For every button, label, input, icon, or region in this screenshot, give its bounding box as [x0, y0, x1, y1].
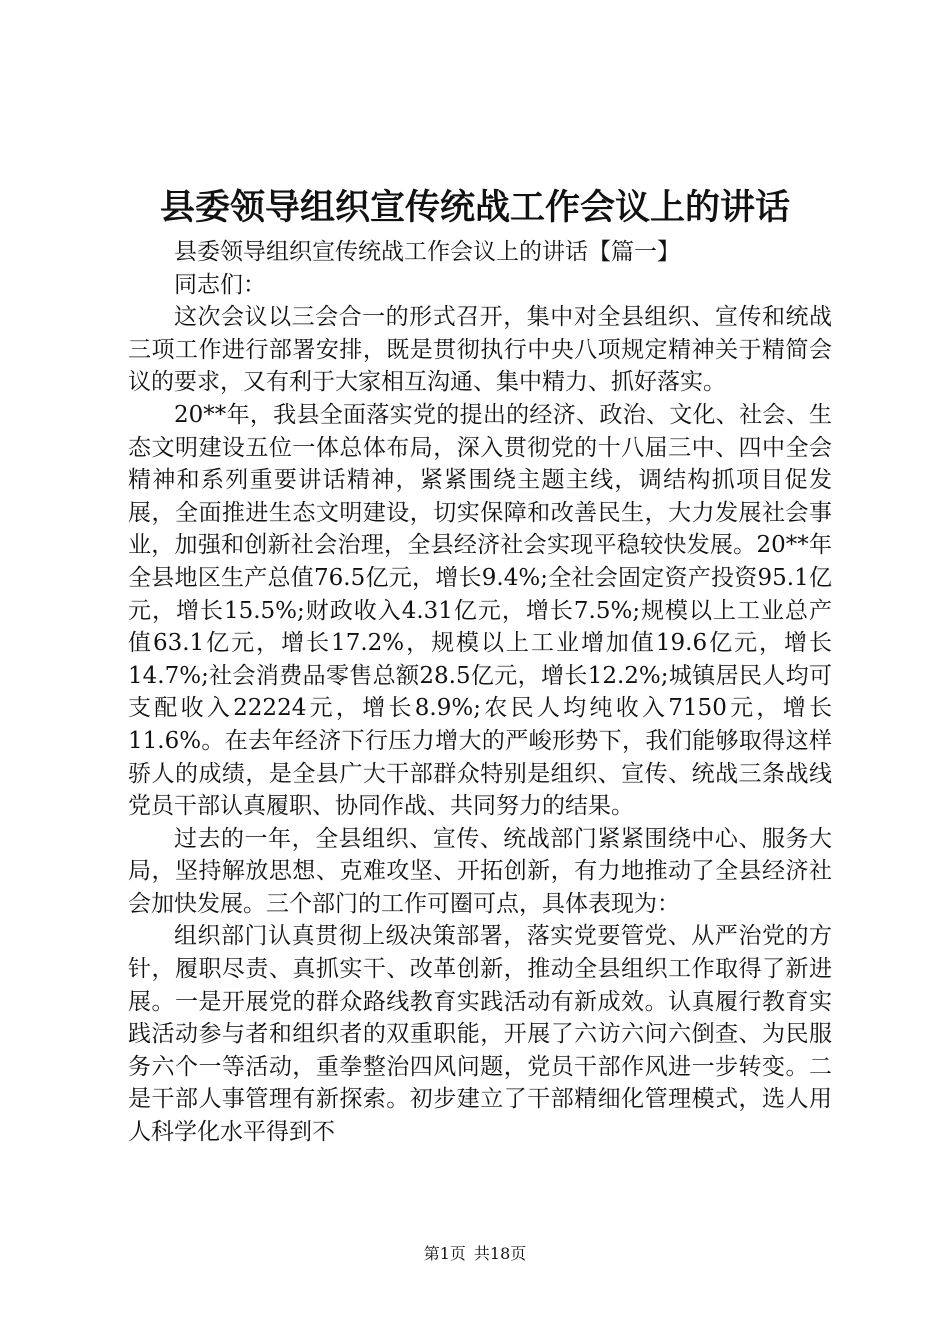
page-footer [0, 1243, 950, 1265]
page-number: 第1页 [423, 1244, 466, 1263]
document-title: 县委领导组织宣传统战工作会议上的讲话 [159, 187, 790, 228]
document-subtitle: 县委领导组织宣传统战工作会议上的讲话【篇一】 [174, 239, 680, 265]
page-total: 共18页 [473, 1244, 527, 1263]
greeting: 同志们： [174, 271, 266, 298]
document-body [128, 236, 832, 1149]
paragraph: 组织部门认真贯彻上级决策部署，落实党要管党、从严治党的方针，履职尽责、真抓实干、改革创新，推动全县组织工作取得了新进展。一是开展党的群众路线教育实践活动有新成效。认真履行教育实践活动参与者和组织者的双重职能，开展了六访六问六倒查、为民服务六个一等活动，重拳整治四风问题，党员干部作风进一步转变。二是干部人事管理有新探索。初步建立了干部精细化管理模式，选人用人科学化水平得到不 [128, 923, 832, 1146]
paragraph: 过去的一年，全县组织、宣传、统战部门紧紧围绕中心、服务大局，坚持解放思想、克难攻坚、开拓创新，有力地推动了全县经济社会加快发展。三个部门的工作可圈可点，具体表现为： [128, 825, 832, 917]
paragraph: 20**年，我县全面落实党的提出的经济、政治、文化、社会、生态文明建设五位一体总体布局，深入贯彻党的十八届三中、四中全会精神和系列重要讲话精神，紧紧围绕主题主线，调结构抓项目促发展，全面推进生态文明建设，切实保障和改善民生，大力发展社会事业，加强和创新社会治理，全县经济社会实现平稳较快发展。20**年全县地区生产总值76.5亿元，增长9.4%;全社会固定资产投资95.1亿元，增长15.5%;财政收入4.31亿元，增长7.5%;规模以上工业总产值63.1亿元，增长17.2%，规模以上工业增加值19.6亿元，增长14.7%;社会消费品零售总额28.5亿元，增长12.2%;城镇居民人均可支配收入22224元，增长8.9%;农民人均纯收入7150元，增长11.6%。在去年经济下行压力增大的严峻形势下，我们能够取得这样骄人的成绩，是全县广大干部群众特别是组织、宣传、统战三条战线党员干部认真履职、协同作战、共同努力的结果。 [128, 401, 832, 820]
paragraph: 这次会议以三会合一的形式召开，集中对全县组织、宣传和统战三项工作进行部署安排，既是贯彻执行中央八项规定精神关于精简会议的要求，又有利于大家相互沟通、集中精力、抓好落实。 [128, 304, 832, 396]
